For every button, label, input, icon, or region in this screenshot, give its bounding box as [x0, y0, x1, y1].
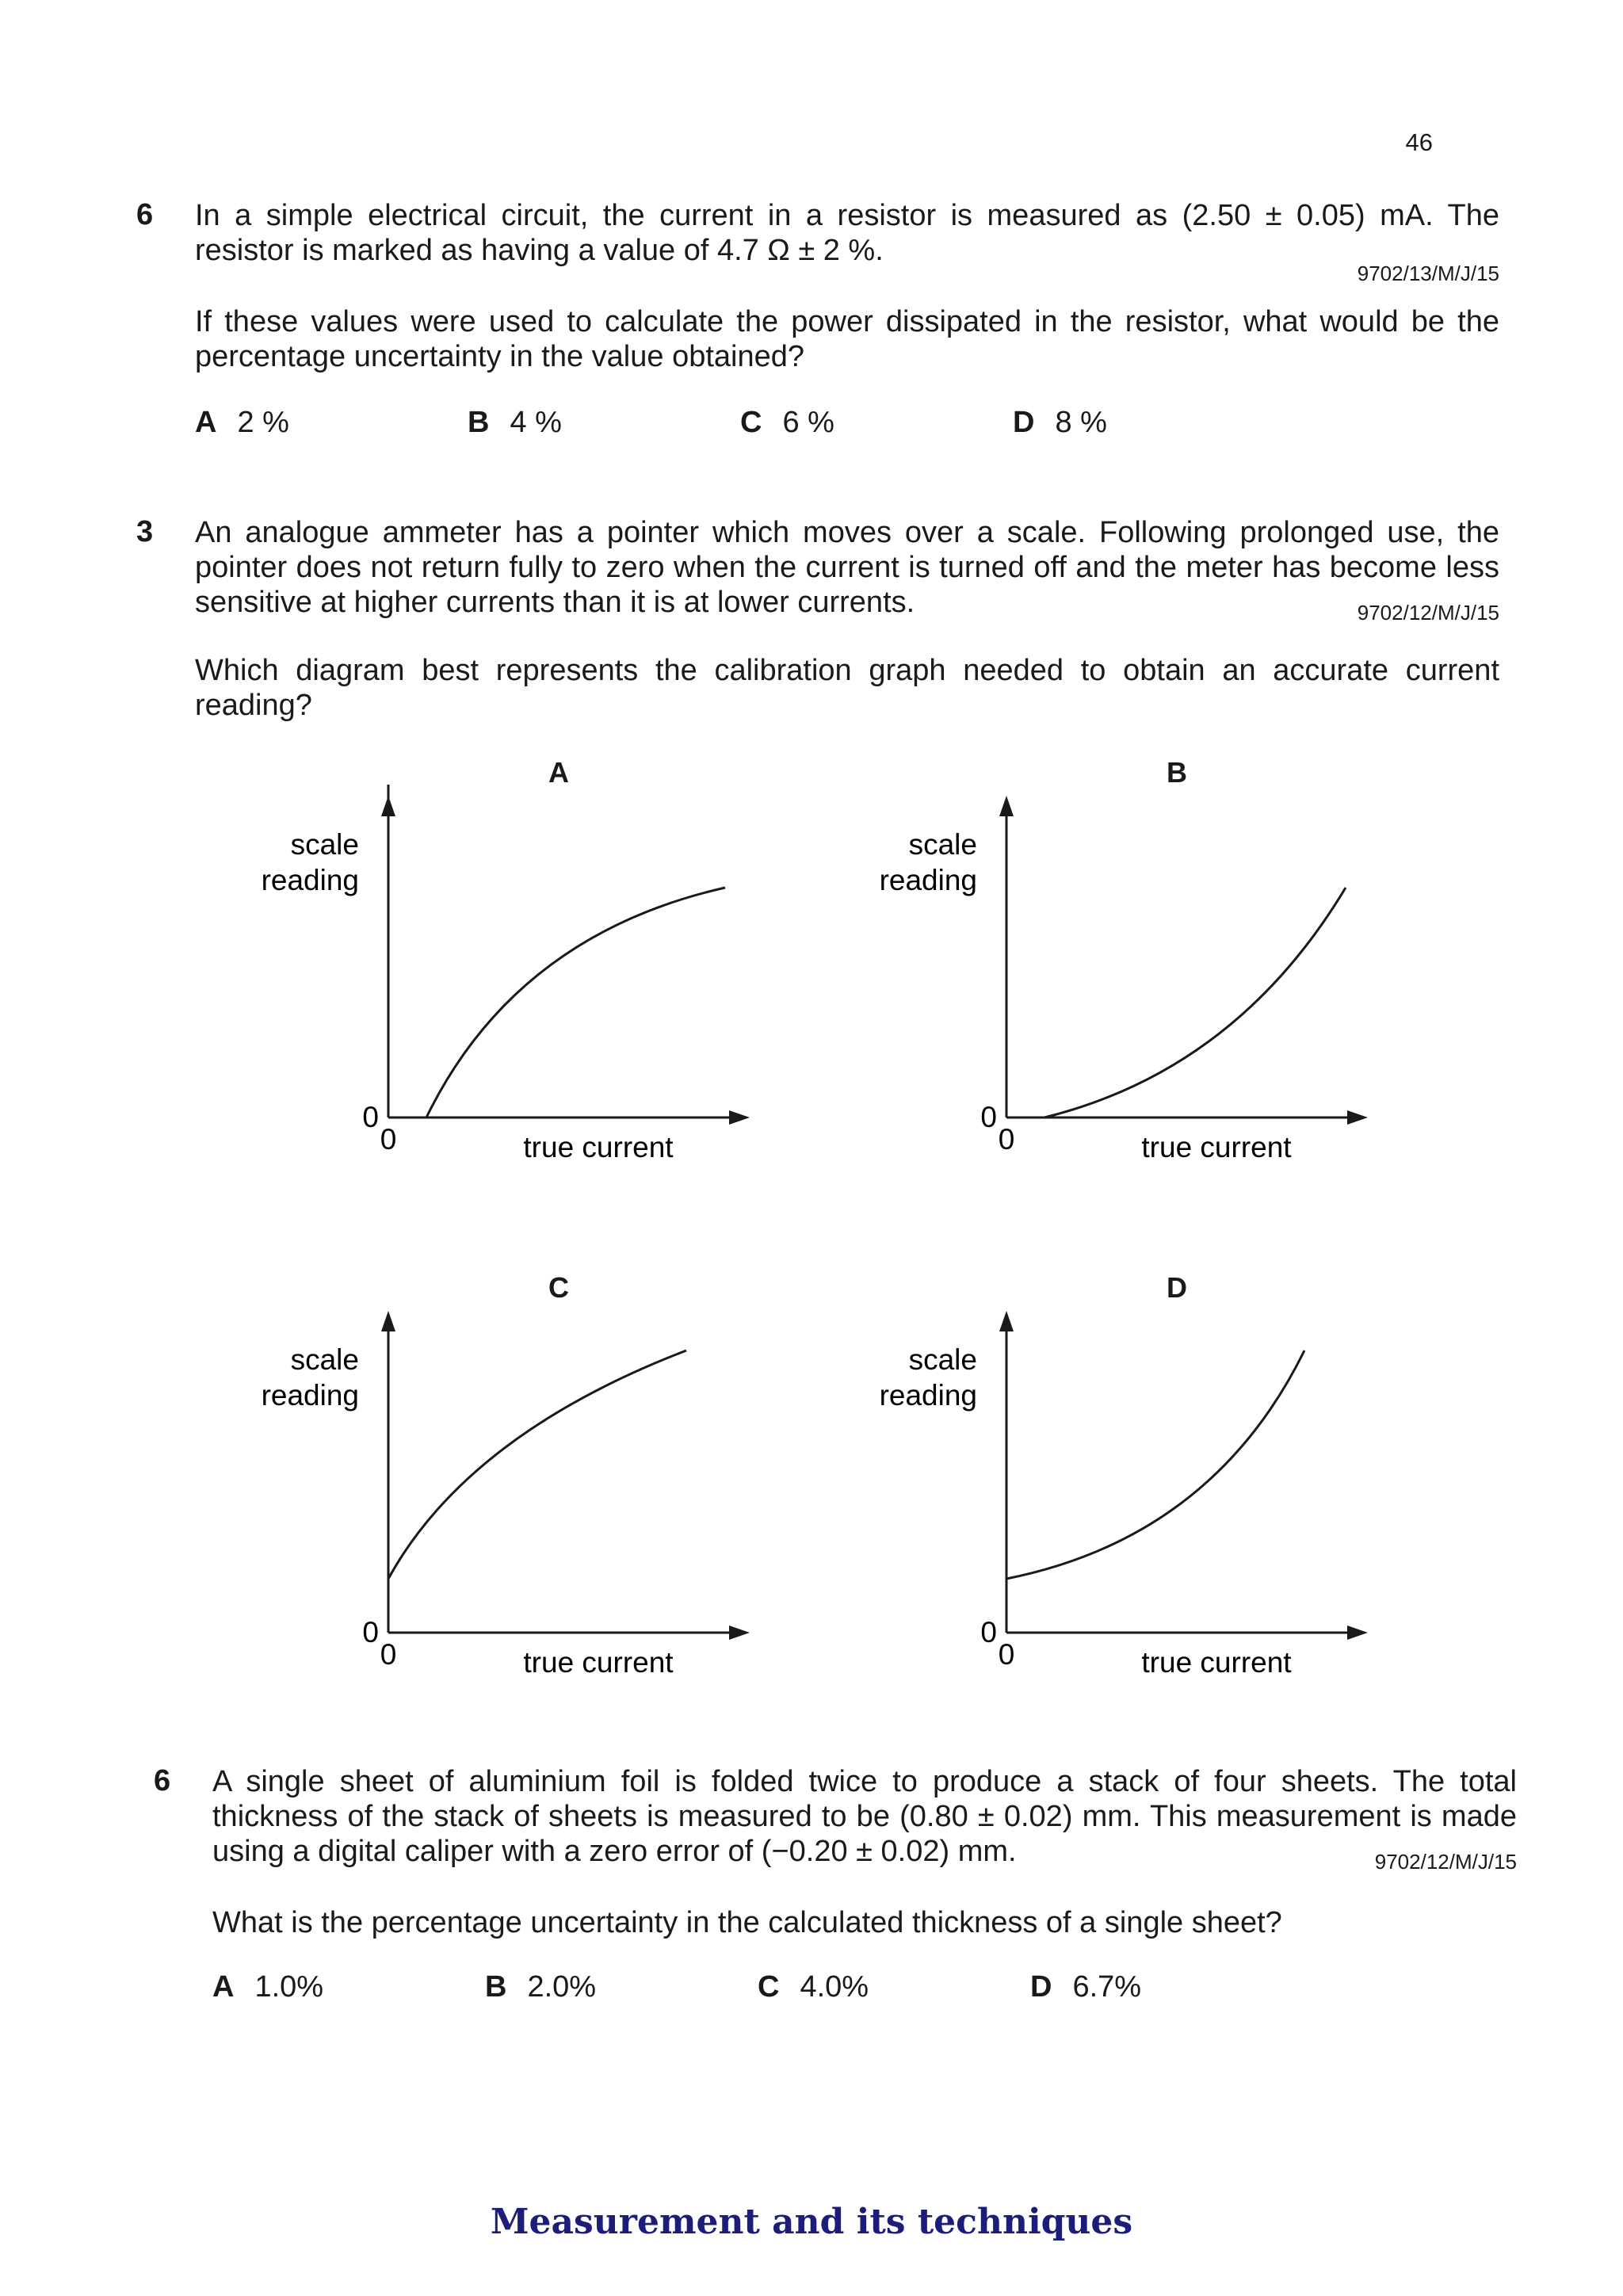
graph-b: [864, 785, 1387, 1181]
graph-c: [246, 1300, 769, 1696]
x-label: true current: [1141, 1646, 1292, 1679]
page-number: 46: [1405, 128, 1433, 156]
x-label: true current: [523, 1646, 674, 1679]
option-b[interactable]: B 2.0%: [485, 1970, 597, 2004]
question-prompt: Which diagram best represents the calibration graph needed to obtain an accurate current reading?: [195, 654, 1499, 722]
y-label-line1: scale: [290, 828, 359, 861]
question-number: 3: [136, 515, 154, 548]
origin-x-label: 0: [380, 1123, 397, 1156]
y-label-line2: reading: [879, 864, 977, 896]
x-axis-arrow-icon: [729, 1626, 750, 1640]
y-label-line1: scale: [908, 1343, 977, 1376]
x-axis-arrow-icon: [1347, 1110, 1368, 1125]
y-label-line1: scale: [908, 828, 977, 861]
question-reference: 9702/13/M/J/15: [1357, 262, 1499, 285]
origin-x-label: 0: [998, 1123, 1015, 1156]
question-text: A single sheet of aluminium foil is folded twice to produce a stack of four sheets. The total thickness of the stack of sheets is measured to be (0.80 ± 0.02) mm. This measurement is made using a digital caliper with a zero error of (−0.20 ± 0.02) mm.: [212, 1765, 1517, 1868]
option-d[interactable]: D 8 %: [1013, 406, 1107, 439]
question-number: 6: [136, 198, 154, 231]
y-label-line2: reading: [261, 1379, 359, 1412]
question-prompt: If these values were used to calculate the power dissipated in the resistor, what would be the percentage uncertainty in the value obtained?: [195, 305, 1499, 373]
graph-label-d: D: [1167, 1271, 1187, 1304]
x-label: true current: [1141, 1131, 1292, 1163]
question-reference: 9702/12/M/J/15: [1374, 1850, 1517, 1874]
origin-y-label: 0: [980, 1616, 997, 1648]
graph-label-a: A: [548, 756, 569, 789]
question-number: 6: [154, 1764, 171, 1797]
origin-x-label: 0: [998, 1638, 1015, 1671]
option-a[interactable]: A 1.0%: [212, 1970, 324, 2004]
graph-a: [246, 785, 769, 1181]
y-label-line2: reading: [879, 1379, 977, 1412]
x-axis-arrow-icon: [729, 1110, 750, 1125]
y-label-line1: scale: [290, 1343, 359, 1376]
graph-label-b: B: [1167, 756, 1187, 789]
option-b[interactable]: B 4 %: [468, 406, 562, 439]
origin-y-label: 0: [362, 1616, 379, 1648]
curve: [1044, 888, 1346, 1117]
graph-d: [864, 1300, 1387, 1696]
option-c[interactable]: C 4.0%: [758, 1970, 869, 2004]
option-c[interactable]: C 6 %: [740, 406, 834, 439]
y-axis-arrow-icon: [381, 796, 395, 816]
option-d[interactable]: D 6.7%: [1030, 1970, 1142, 2004]
curve: [1006, 1350, 1304, 1579]
graph-label-c: C: [548, 1271, 569, 1304]
question-text: An analogue ammeter has a pointer which moves over a scale. Following prolonged use, the pointer does not return fully to zero when the current is turned off and the meter has become less sensitive at higher currents than it is at lower currents.: [195, 516, 1499, 619]
y-label-line2: reading: [261, 864, 359, 896]
curve: [388, 1350, 686, 1579]
x-label: true current: [523, 1131, 674, 1163]
origin-y-label: 0: [362, 1101, 379, 1133]
y-axis-arrow-icon: [999, 796, 1014, 816]
origin-x-label: 0: [380, 1638, 397, 1671]
question-text: In a simple electrical circuit, the current in a resistor is measured as (2.50 ± 0.05) mA. The resistor is marked as having a value of 4.7 Ω ± 2 %.: [195, 199, 1499, 267]
option-a[interactable]: A 2 %: [195, 406, 289, 439]
question-prompt: What is the percentage uncertainty in the calculated thickness of a single sheet?: [212, 1906, 1282, 1939]
curve: [426, 888, 725, 1117]
y-axis-arrow-icon: [381, 1311, 395, 1331]
x-axis-arrow-icon: [1347, 1626, 1368, 1640]
question-reference: 9702/12/M/J/15: [1357, 601, 1499, 625]
y-axis-arrow-icon: [999, 1311, 1014, 1331]
origin-y-label: 0: [980, 1101, 997, 1133]
page-footer: Measurement and its techniques: [490, 2202, 1133, 2242]
